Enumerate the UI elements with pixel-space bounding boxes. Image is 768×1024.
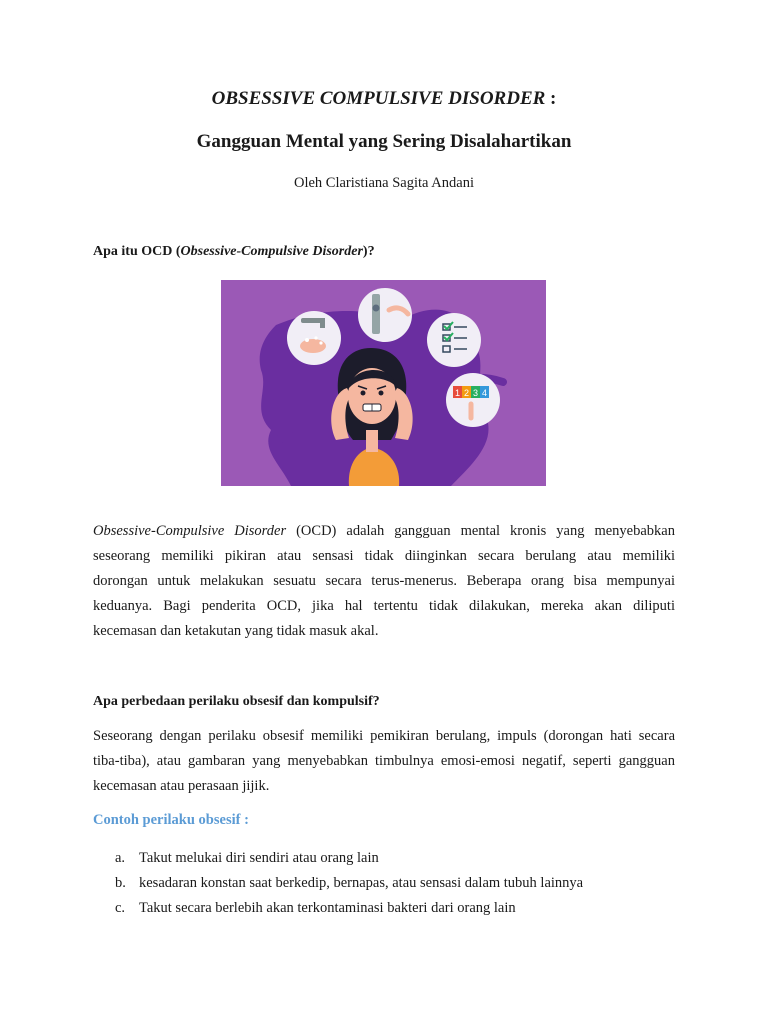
paragraph-line: tiba-tiba), atau gambaran yang menyebabkan timbulnya emosi-emosi negatif, seperti gangguan: [93, 753, 675, 769]
paragraph-line: kecemasan atau perasaan jijik.: [93, 778, 270, 794]
count-digit: 3: [472, 388, 479, 398]
list-marker: b.: [115, 875, 126, 891]
paragraph-line: seseorang memiliki pikiran atau sensasi tidak diinginkan secara berulang atau memiliki: [93, 548, 675, 564]
paragraph-line: kecemasan dan ketakutan yang tidak masuk akal.: [93, 623, 379, 639]
ocd-illustration: [221, 280, 546, 486]
obsessive-behavior-paragraph: [93, 724, 675, 799]
checklist-bubble-icon: [427, 313, 481, 367]
paragraph-line: keduanya. Bagi penderita OCD, jika hal tertentu tidak dilakukan, mereka akan diliputi: [93, 598, 675, 614]
document-title: [0, 88, 768, 110]
list-marker: a.: [115, 850, 126, 866]
paragraph-line: Seseorang dengan perilaku obsesif memiliki pemikiran berulang, impuls (dorongan hati secara: [93, 728, 675, 744]
list-item-text: Takut melukai diri sendiri atau orang lain: [139, 850, 379, 866]
count-digit: 4: [481, 388, 488, 398]
heading-pre: Apa itu OCD (: [93, 244, 181, 259]
count-digit: 2: [463, 388, 470, 398]
door-handle-bubble-icon: [358, 288, 412, 342]
paragraph-line: [93, 519, 675, 544]
examples-heading: Contoh perilaku obsesif :: [93, 812, 249, 828]
section-heading-obsessive-vs-compulsive: Apa perbedaan perilaku obsesif dan kompulsif?: [93, 694, 380, 709]
list-item-text: Takut secara berlebih akan terkontaminasi bakteri dari orang lain: [139, 900, 516, 916]
heading-post: )?: [362, 244, 375, 259]
counting-bubble-icon: [446, 373, 500, 427]
handwash-bubble-icon: [287, 311, 341, 365]
ocd-definition-paragraph: [93, 519, 675, 644]
title-suffix: :: [545, 88, 557, 109]
section-heading-what-is-ocd: [93, 244, 375, 260]
author-line: Oleh Claristiana Sagita Andani: [293, 175, 474, 191]
paragraph-line: dorongan untuk melakukan sesuatu secara terus-menerus. Beberapa orang bisa mempunyai: [93, 573, 675, 589]
title-italic: OBSESSIVE COMPULSIVE DISORDER: [211, 88, 546, 109]
heading-italic: Obsessive-Compulsive Disorder: [180, 244, 363, 259]
term-italic: Obsessive-Compulsive Disorder: [93, 523, 287, 539]
count-digit: 1: [454, 388, 461, 398]
line-text: (OCD) adalah gangguan mental kronis yang menyebabkan: [286, 523, 675, 539]
list-marker: c.: [115, 900, 126, 916]
document-subtitle: Gangguan Mental yang Sering Disalahartikan: [196, 131, 572, 152]
list-item-text: kesadaran konstan saat berkedip, bernapas, atau sensasi dalam tubuh lainnya: [139, 875, 584, 891]
